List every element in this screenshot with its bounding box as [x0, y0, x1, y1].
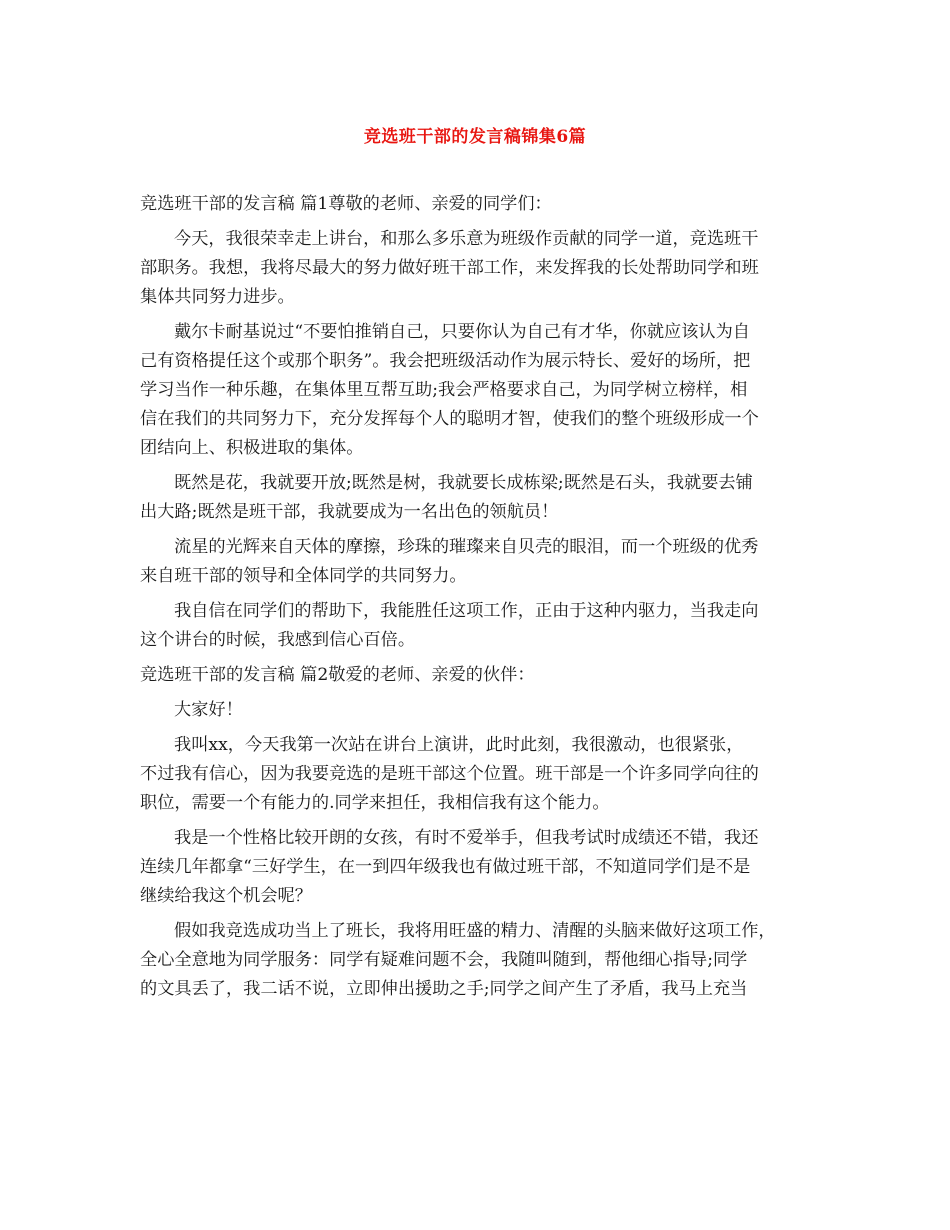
paragraph: [140, 469, 816, 527]
paragraph: [140, 225, 816, 312]
paragraph-line: 出大路;既然是班干部，我就要成为一名出色的领航员！: [140, 502, 559, 522]
document-body: [140, 190, 816, 1010]
paragraph-line: 职位，需要一个有能力的.同学来担任，我相信我有这个能力。: [140, 793, 610, 813]
document-title: 竞选班干部的发言稿锦集6篇: [363, 127, 587, 147]
paragraph-line: 全心全意地为同学服务：同学有疑难问题不会，我随叫随到，帮他细心指导;同学: [140, 950, 748, 970]
paragraph-line: 部职务。我想，我将尽最大的努力做好班干部工作，来发挥我的长处帮助同学和班: [140, 258, 759, 278]
paragraph-line: 信在我们的共同努力下，充分发挥每个人的聪明才智，使我们的整个班级形成一个: [140, 409, 759, 429]
paragraph-line: 的文具丢了，我二话不说，立即伸出援助之手;同学之间产生了矛盾，我马上充当: [140, 979, 748, 999]
section-heading: [140, 190, 816, 219]
heading-text: 竞选班干部的发言稿 篇1尊敬的老师、亲爱的同学们：: [140, 194, 552, 214]
paragraph: [140, 731, 816, 818]
section-heading: [140, 661, 816, 690]
paragraph-line: 戴尔卡耐基说过“不要怕推销自己，只要你认为自己有才华，你就应该认为自: [174, 322, 750, 342]
paragraph-line: 今天，我很荣幸走上讲台，和那么多乐意为班级作贡献的同学一道，竞选班干: [174, 229, 759, 249]
paragraph-line: 假如我竞选成功当上了班长，我将用旺盛的精力、清醒的头脑来做好这项工作，: [174, 921, 776, 941]
paragraph-line: 学习当作一种乐趣，在集体里互帮互助;我会严格要求自己，为同学树立榜样，相: [140, 380, 748, 400]
paragraph: [140, 318, 816, 463]
paragraph-line: 连续几年都拿“三好学生，在一到四年级我也有做过班干部，不知道同学们是不是: [140, 857, 751, 877]
paragraph-line: 我叫xx，今天我第一次站在讲台上演讲，此时此刻，我很激动，也很紧张，: [174, 735, 744, 755]
paragraph-line: 我自信在同学们的帮助下，我能胜任这项工作，正由于这种内驱力，当我走向: [174, 601, 759, 621]
paragraph-line: 既然是花，我就要开放;既然是树，我就要长成栋梁;既然是石头，我就要去铺: [174, 473, 753, 493]
paragraph-line: 己有资格提任这个或那个职务”。我会把班级活动作为展示特长、爱好的场所，把: [140, 351, 751, 371]
paragraph-line: 集体共同努力进步。: [140, 287, 295, 307]
paragraph-line: 团结向上、积极进取的集体。: [140, 438, 364, 458]
paragraph-line: 来自班干部的领导和全体同学的共同努力。: [140, 566, 467, 586]
paragraph: [140, 597, 816, 655]
paragraph-line: 大家好！: [174, 700, 243, 720]
paragraph-line: 我是一个性格比较开朗的女孩，有时不爱举手，但我考试时成绩还不错，我还: [174, 828, 759, 848]
paragraph: [140, 917, 816, 1004]
heading-text: 竞选班干部的发言稿 篇2敬爱的老师、亲爱的伙伴：: [140, 665, 535, 685]
paragraph-line: 流星的光辉来自天体的摩擦，珍珠的璀璨来自贝壳的眼泪，而一个班级的优秀: [174, 537, 759, 557]
paragraph-line: 不过我有信心，因为我要竞选的是班干部这个位置。班干部是一个许多同学向往的: [140, 764, 759, 784]
paragraph: [140, 696, 816, 725]
paragraph: [140, 824, 816, 911]
paragraph-line: 这个讲台的时候，我感到信心百倍。: [140, 630, 416, 650]
paragraph-line: 继续给我这个机会呢？: [140, 886, 312, 906]
paragraph: [140, 533, 816, 591]
